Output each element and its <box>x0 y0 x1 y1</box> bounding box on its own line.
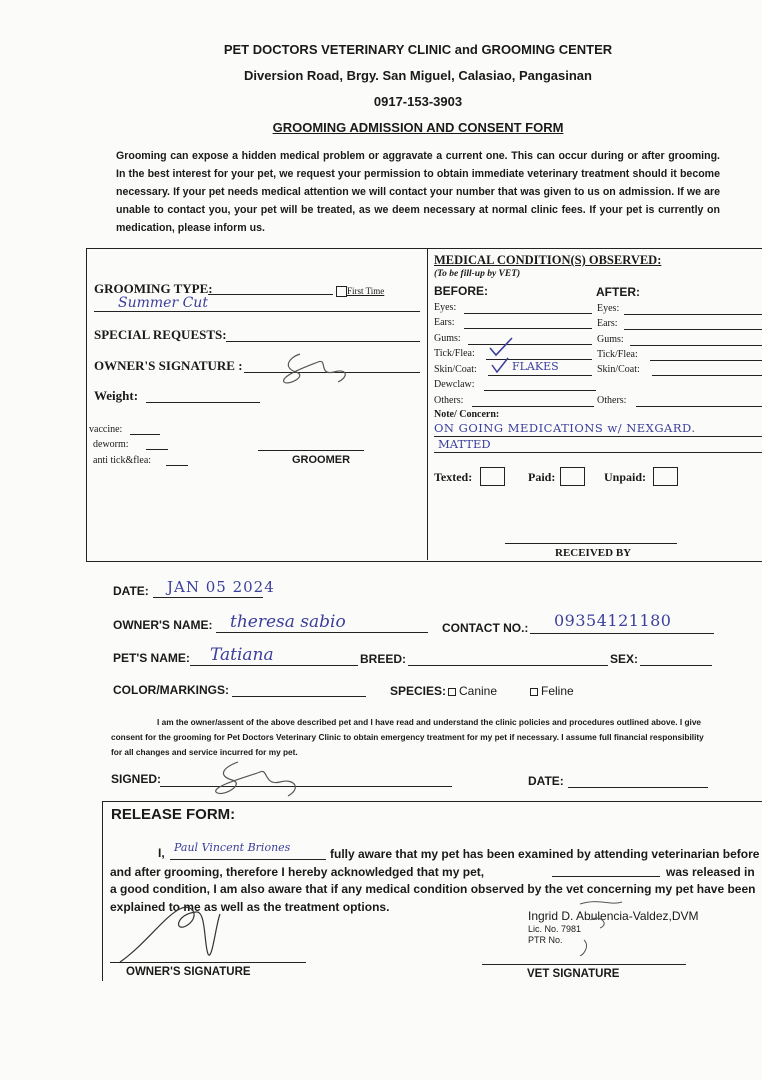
signed-date-label: DATE: <box>528 774 564 788</box>
before-skin-label: Skin/Coat: <box>434 364 477 375</box>
before-others-label: Others: <box>434 395 464 406</box>
breed-label: BREED: <box>360 652 407 666</box>
after-eyes-field[interactable] <box>624 314 762 315</box>
first-time-label: First Time <box>347 286 385 296</box>
owner-signature-mark <box>278 346 358 392</box>
weight-label: Weight: <box>94 388 139 403</box>
after-ears-field[interactable] <box>624 329 762 330</box>
signed-label: SIGNED: <box>111 772 162 786</box>
medical-subtitle: (To be fill-up by VET) <box>434 269 521 279</box>
after-skin-label: Skin/Coat: <box>597 364 640 375</box>
pet-name-label: PET'S NAME: <box>113 651 190 665</box>
after-eyes-label: Eyes: <box>597 303 620 314</box>
release-text-part1: fully aware that my pet has been examined by attending veterinarian before and after grooming, therefore I hereby acknowledged that my pet, <box>110 847 760 879</box>
clinic-name: PET DOCTORS VETERINARY CLINIC and GROOMING CENTER <box>223 42 613 57</box>
tick-flea-check-icon <box>488 336 514 358</box>
owner-release-signature-label: OWNER'S SIGNATURE <box>126 966 251 978</box>
note-line1[interactable]: ON GOING MEDICATIONS w/ NEXGARD. <box>434 421 696 435</box>
date-value[interactable]: JAN 05 2024 <box>167 578 275 596</box>
skin-coat-check-icon <box>490 356 510 374</box>
before-ears-label: Ears: <box>434 317 455 328</box>
paid-label: Paid: <box>528 470 556 484</box>
after-others-label: Others: <box>597 395 627 406</box>
form-title: GROOMING ADMISSION AND CONSENT FORM <box>272 120 564 135</box>
owner-release-signature-line[interactable] <box>110 962 306 963</box>
release-text-part2: was released in a good condition, I am also aware that if any medical condition observed by the vet concerning my pet have been explained to me as well as the treatment options. <box>110 864 756 914</box>
consent-paragraph: I am the owner/assent of the above described pet and I have read and understand the clinic policies and procedures outlined above. I give consent for the grooming for Pet Doctors Veterinary Clinic to obtain emergency treatment for my pet if necessary. I assume full financial responsibility for all changes and service incurred for my pet. <box>111 717 704 757</box>
color-markings-field[interactable] <box>232 696 366 697</box>
date-label: DATE: <box>113 584 149 598</box>
before-others-field[interactable] <box>472 406 594 407</box>
after-tick-field[interactable] <box>650 360 762 361</box>
grooming-type-value[interactable]: Summer Cut <box>118 295 208 311</box>
release-top-border <box>102 801 762 802</box>
note-line2[interactable]: MATTED <box>438 437 491 451</box>
after-skin-field[interactable] <box>652 375 762 376</box>
vet-signature-line[interactable] <box>482 964 686 965</box>
medical-title: MEDICAL CONDITION(S) OBSERVED: <box>434 253 662 267</box>
vet-signature-mark <box>560 896 650 956</box>
clinic-address: Diversion Road, Brgy. San Miguel, Calasiao, Pangasinan <box>244 68 592 83</box>
contact-label: CONTACT NO.: <box>442 621 529 635</box>
vet-lic: Lic. No. 7981 <box>528 924 582 934</box>
received-by-line[interactable] <box>505 543 677 544</box>
texted-label: Texted: <box>434 470 473 484</box>
groomer-label: GROOMER <box>292 454 351 466</box>
special-requests-field[interactable] <box>226 341 420 342</box>
release-title: RELEASE FORM: <box>111 806 236 823</box>
canine-label: Canine <box>459 684 498 698</box>
clinic-phone: 0917-153-3903 <box>373 94 463 109</box>
anti-tick-label: anti tick&flea: <box>93 455 152 466</box>
owner-signature-label: OWNER'S SIGNATURE : <box>94 358 243 373</box>
pet-name-value[interactable]: Tatiana <box>210 645 274 665</box>
before-dewclaw-label: Dewclaw: <box>434 379 475 390</box>
after-others-field[interactable] <box>636 406 762 407</box>
feline-checkbox[interactable] <box>530 688 538 696</box>
after-gums-field[interactable] <box>630 345 762 346</box>
unpaid-checkbox[interactable] <box>653 467 678 486</box>
deworm-label: deworm: <box>93 439 129 450</box>
after-label: AFTER: <box>596 285 640 299</box>
vet-ptr: PTR No. <box>528 935 563 945</box>
canine-checkbox[interactable] <box>448 688 456 696</box>
consent-signature-mark <box>210 758 310 804</box>
column-divider <box>427 248 428 560</box>
before-dewclaw-field[interactable] <box>484 390 596 391</box>
before-skin-field[interactable] <box>488 375 592 376</box>
after-tick-label: Tick/Flea: <box>597 349 638 360</box>
vet-signature-label: VET SIGNATURE <box>527 968 620 980</box>
signed-date-field[interactable] <box>568 787 708 788</box>
color-markings-label: COLOR/MARKINGS: <box>113 683 229 697</box>
sex-field[interactable] <box>640 665 712 666</box>
before-eyes-label: Eyes: <box>434 302 457 313</box>
paid-checkbox[interactable] <box>560 467 585 486</box>
species-label: SPECIES: <box>390 684 447 698</box>
vaccine-label: vaccine: <box>89 424 123 435</box>
after-gums-label: Gums: <box>597 334 624 345</box>
release-prefix: I, <box>158 846 165 860</box>
sex-label: SEX: <box>610 652 639 666</box>
after-ears-label: Ears: <box>597 318 618 329</box>
intro-paragraph: Grooming can expose a hidden medical problem or aggravate a current one. This can occur during or after grooming. In the best interest for your pet, we request your permission to obtain immediate veterinary treatment should it become necessary. If your pet needs medical attention we will contact your number that was given to us on admission. If we are unable to contact you, your pet will be treated, as we deem necessary at normal clinic fees. If your pet is currently on medication, please inform us. <box>116 150 720 234</box>
before-gums-label: Gums: <box>434 333 461 344</box>
skin-coat-value[interactable]: FLAKES <box>512 360 559 373</box>
received-by-label: RECEIVED BY <box>555 547 632 559</box>
texted-checkbox[interactable] <box>480 467 505 486</box>
special-requests-label: SPECIAL REQUESTS: <box>94 327 227 342</box>
owner-name-label: OWNER'S NAME: <box>113 618 213 632</box>
weight-field[interactable] <box>146 402 260 403</box>
feline-label: Feline <box>541 684 574 698</box>
before-tick-label: Tick/Flea: <box>434 348 475 359</box>
unpaid-label: Unpaid: <box>604 470 647 484</box>
vet-name: Ingrid D. Abulencia-Valdez,DVM <box>528 909 699 923</box>
before-gums-field[interactable] <box>468 344 592 345</box>
before-ears-field[interactable] <box>464 328 592 329</box>
first-time-checkbox[interactable] <box>336 286 347 297</box>
groomer-signature-line[interactable] <box>258 450 364 451</box>
note-label: Note/ Concern: <box>434 409 500 420</box>
contact-value[interactable]: 09354121180 <box>554 611 672 630</box>
release-name-value[interactable]: Paul Vincent Briones <box>174 841 291 854</box>
breed-field[interactable] <box>408 665 608 666</box>
owner-release-signature-mark <box>116 904 246 966</box>
release-left-border <box>102 801 103 981</box>
grooming-type-label: GROOMING TYPE: <box>94 281 213 296</box>
before-eyes-field[interactable] <box>464 313 592 314</box>
before-label: BEFORE: <box>434 284 488 298</box>
owner-name-value[interactable]: theresa sabio <box>230 612 346 632</box>
